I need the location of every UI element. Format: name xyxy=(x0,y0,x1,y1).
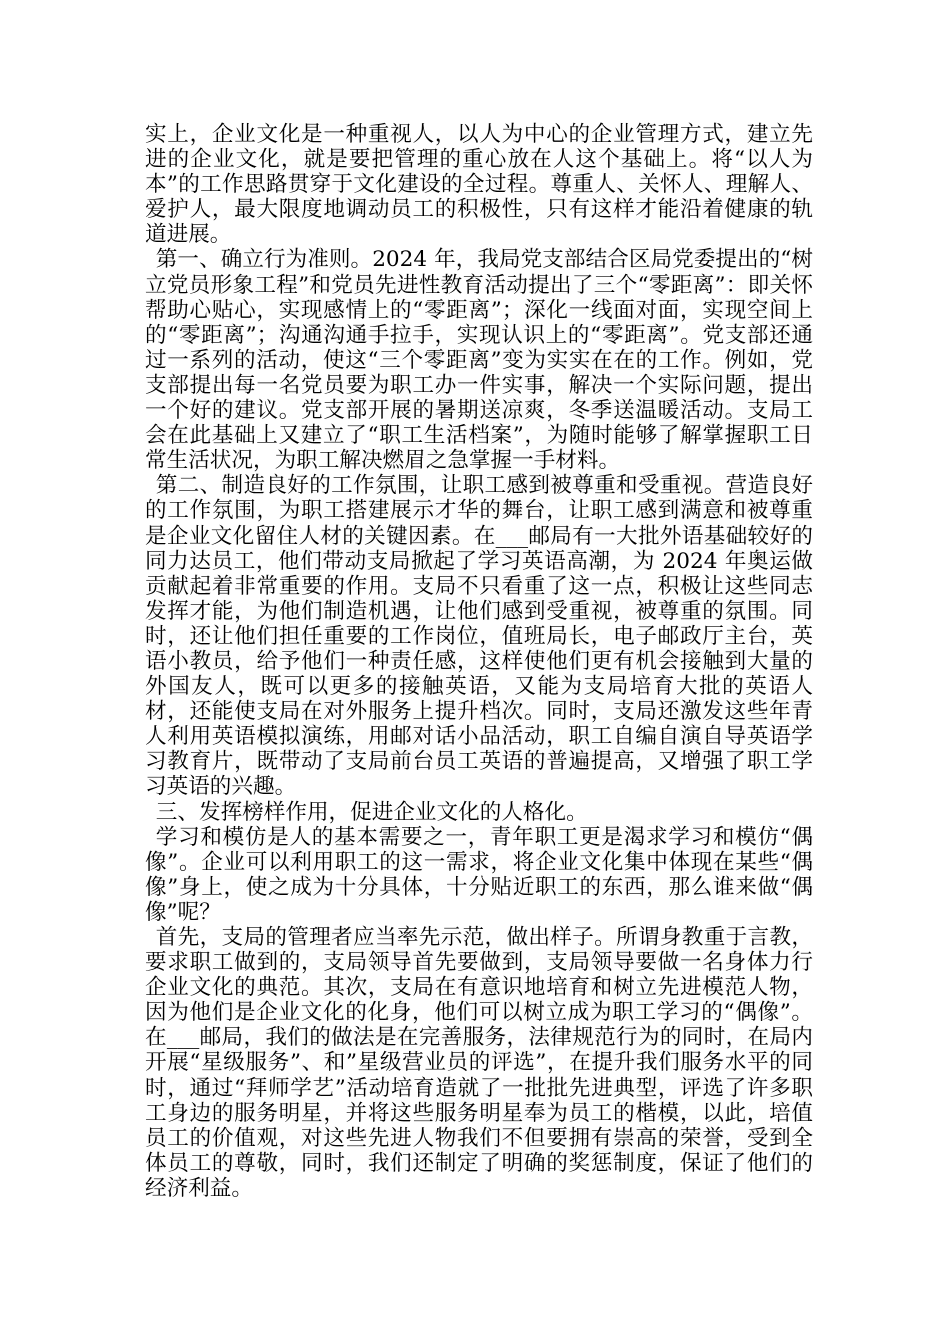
paragraph-intro: 实上，企业文化是一种重视人，以人为中心的企业管理方式，建立先进的企业文化，就是要把管理的重心放在人这个基础上。将“以人为本”的工作思路贯穿于文化建设的全过程。尊重人、关怀人、理解人、爱护人，最大限度地调动员工的积极性，只有这样才能沿着健康的轨道进展。 xyxy=(145,122,813,248)
document-page xyxy=(145,122,813,1201)
paragraph-second-section: 第二、制造良好的工作氛围，让职工感到被尊重和受重视。营造良好的工作氛围，为职工搭建展示才华的舞台，让职工感到满意和被尊重是企业文化留住人材的关键因素。在___邮局有一大批外语基础较好的同力达员工，他们带动支局掀起了学习英语高潮，为 2024 年奥运做贡献起着非常重要的作用。支局不只看重了这一点，积极让这些同志发挥才能，为他们制造机遇，让他们感到受重视，被尊重的氛围。同时，还让他们担任重要的工作岗位，值班局长，电子邮政厅主台，英语小教员，给予他们一种责任感，这样使他们更有机会接触到大量的外国友人，既可以更多的接触英语，又能为支局培育大批的英语人材，还能使支局在对外服务上提升档次。同时，支局还激发这些年青人利用英语模拟演练，用邮对话小品活动，职工自编自演自导英语学习教育片，既带动了支局前台员工英语的普遍提高，又增强了职工学习英语的兴趣。 xyxy=(145,473,813,800)
paragraph-leadership-example: 首先，支局的管理者应当率先示范，做出样子。所谓身教重于言教，要求职工做到的，支局领导首先要做到，支局领导要做一名身体力行企业文化的典范。其次，支局在有意识地培育和树立先进模范人物，因为他们是企业文化的化身，他们可以树立成为职工学习的“偶像”。在___邮局，我们的做法是在完善服务，法律规范行为的同时，在局内开展“星级服务”、和”星级营业员的评选”，在提升我们服务水平的同时，通过“拜师学艺”活动培育造就了一批批先进典型，评选了许多职工身边的服务明星，并将这些服务明星奉为员工的楷模，以此，培值员工的价值观，对这些先进人物我们不但要拥有崇高的荣誉，受到全体员工的尊敬，同时，我们还制定了明确的奖惩制度，保证了他们的经济利益。 xyxy=(145,925,813,1201)
paragraph-first-section: 第一、确立行为准则。2024 年，我局党支部结合区局党委提出的“树立党员形象工程”和党员先进性教育活动提出了三个“零距离”：即关怀帮助心贴心，实现感情上的“零距离”；深化一线面对面，实现空间上的“零距离”；沟通沟通手拉手，实现认识上的“零距离”。党支部还通过一系列的活动，使这“三个零距离”变为实实在在的工作。例如，党支部提出每一名党员要为职工办一件实事，解决一个实际问题，提出一个好的建议。党支部开展的暑期送凉爽，冬季送温暖活动。支局工会在此基础上又建立了“职工生活档案”，为随时能够了解掌握职工日常生活状况，为职工解决燃眉之急掌握一手材料。 xyxy=(145,247,813,474)
paragraph-role-models: 学习和模仿是人的基本需要之一，青年职工更是渴求学习和模仿“偶像”。企业可以利用职工的这一需求，将企业文化集中体现在某些“偶像”身上，使之成为十分具体，十分贴近职工的东西，那么谁来做“偶像”呢？ xyxy=(145,824,813,925)
section-heading-three: 三、发挥榜样作用，促进企业文化的人格化。 xyxy=(155,799,588,825)
